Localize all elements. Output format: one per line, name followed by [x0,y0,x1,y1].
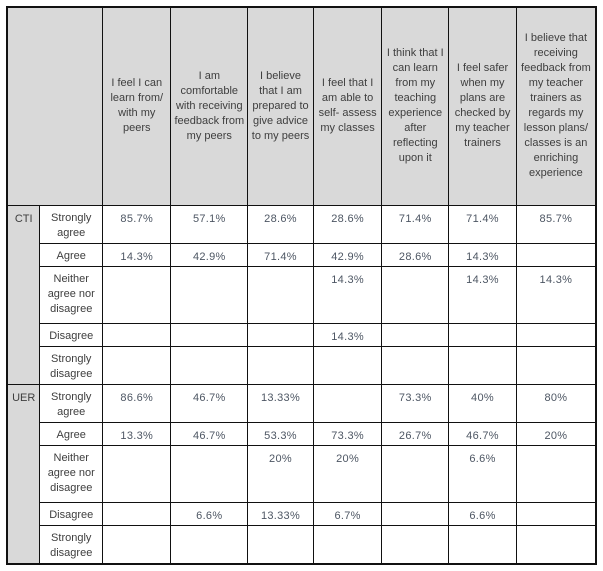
likert-label: Strongly agree [40,205,103,243]
likert-label: Strongly disagree [40,525,103,564]
likert-label: Agree [40,243,103,266]
value-cell [516,323,596,346]
value-cell [103,266,171,323]
value-cell: 28.6% [313,205,381,243]
value-cell: 42.9% [171,243,248,266]
value-cell: 85.7% [103,205,171,243]
column-header-3: I believe that I am prepared to give advice to my peers [248,7,314,205]
likert-label: Neither agree nor disagree [40,266,103,323]
value-cell: 13.33% [248,384,314,422]
value-cell: 40% [449,384,517,422]
column-header-6: I feel safer when my plans are checked by my teacher trainers [449,7,517,205]
value-cell: 6.6% [449,445,517,502]
value-cell: 46.7% [449,422,517,445]
value-cell [449,525,517,564]
column-header-7: I believe that receiving feedback from my teacher trainers as regards my lesson plans/ classes is an enriching experience [516,7,596,205]
column-header-1: I feel I can learn from/ with my peers [103,7,171,205]
value-cell: 20% [248,445,314,502]
value-cell: 71.4% [382,205,449,243]
value-cell: 46.7% [171,384,248,422]
value-cell: 14.3% [449,266,517,323]
value-cell: 28.6% [382,243,449,266]
likert-label: Disagree [40,323,103,346]
table-row [7,323,596,346]
likert-label: Strongly disagree [40,346,103,384]
value-cell [382,346,449,384]
value-cell: 73.3% [313,422,381,445]
value-cell [313,346,381,384]
table-row [7,422,596,445]
value-cell: 14.3% [313,323,381,346]
table-row [7,525,596,564]
value-cell: 14.3% [313,266,381,323]
table-row [7,205,596,243]
column-header-4: I feel that I am able to self- assess my classes [313,7,381,205]
value-cell: 53.3% [248,422,314,445]
value-cell [516,525,596,564]
value-cell [103,525,171,564]
value-cell [516,346,596,384]
value-cell [103,502,171,525]
value-cell [449,323,517,346]
value-cell: 46.7% [171,422,248,445]
value-cell [171,346,248,384]
value-cell [382,525,449,564]
value-cell: 86.6% [103,384,171,422]
value-cell [313,384,381,422]
likert-label: Strongly agree [40,384,103,422]
table-row [7,346,596,384]
value-cell: 14.3% [516,266,596,323]
corner-cell [7,7,103,205]
value-cell: 20% [313,445,381,502]
value-cell [171,445,248,502]
value-cell: 6.6% [171,502,248,525]
value-cell [382,445,449,502]
table-row [7,502,596,525]
value-cell: 13.33% [248,502,314,525]
table-header [7,7,596,205]
table-row [7,243,596,266]
value-cell [382,323,449,346]
value-cell [248,525,314,564]
value-cell: 73.3% [382,384,449,422]
table-row [7,384,596,422]
value-cell: 57.1% [171,205,248,243]
value-cell [103,323,171,346]
value-cell [382,502,449,525]
value-cell: 13.3% [103,422,171,445]
value-cell: 42.9% [313,243,381,266]
value-cell: 14.3% [103,243,171,266]
value-cell [449,346,517,384]
table-row [7,445,596,502]
value-cell: 71.4% [449,205,517,243]
survey-results-table [6,6,597,565]
value-cell: 80% [516,384,596,422]
column-header-2: I am comfortable with receiving feedback from my peers [171,7,248,205]
likert-label: Neither agree nor disagree [40,445,103,502]
value-cell [516,445,596,502]
value-cell [171,323,248,346]
value-cell: 6.7% [313,502,381,525]
value-cell: 6.6% [449,502,517,525]
value-cell [382,266,449,323]
value-cell [103,445,171,502]
table-row [7,266,596,323]
value-cell: 85.7% [516,205,596,243]
value-cell [248,323,314,346]
likert-label: Disagree [40,502,103,525]
value-cell [313,525,381,564]
likert-label: Agree [40,422,103,445]
group-label-UER: UER [7,384,40,564]
column-header-5: I think that I can learn from my teaching experience after reflecting upon it [382,7,449,205]
value-cell: 14.3% [449,243,517,266]
value-cell [171,525,248,564]
value-cell: 28.6% [248,205,314,243]
value-cell [103,346,171,384]
value-cell [248,266,314,323]
group-label-CTI: CTI [7,205,40,384]
value-cell: 20% [516,422,596,445]
value-cell [516,243,596,266]
value-cell [171,266,248,323]
value-cell [248,346,314,384]
value-cell: 26.7% [382,422,449,445]
value-cell [516,502,596,525]
value-cell: 71.4% [248,243,314,266]
table-body [7,205,596,564]
